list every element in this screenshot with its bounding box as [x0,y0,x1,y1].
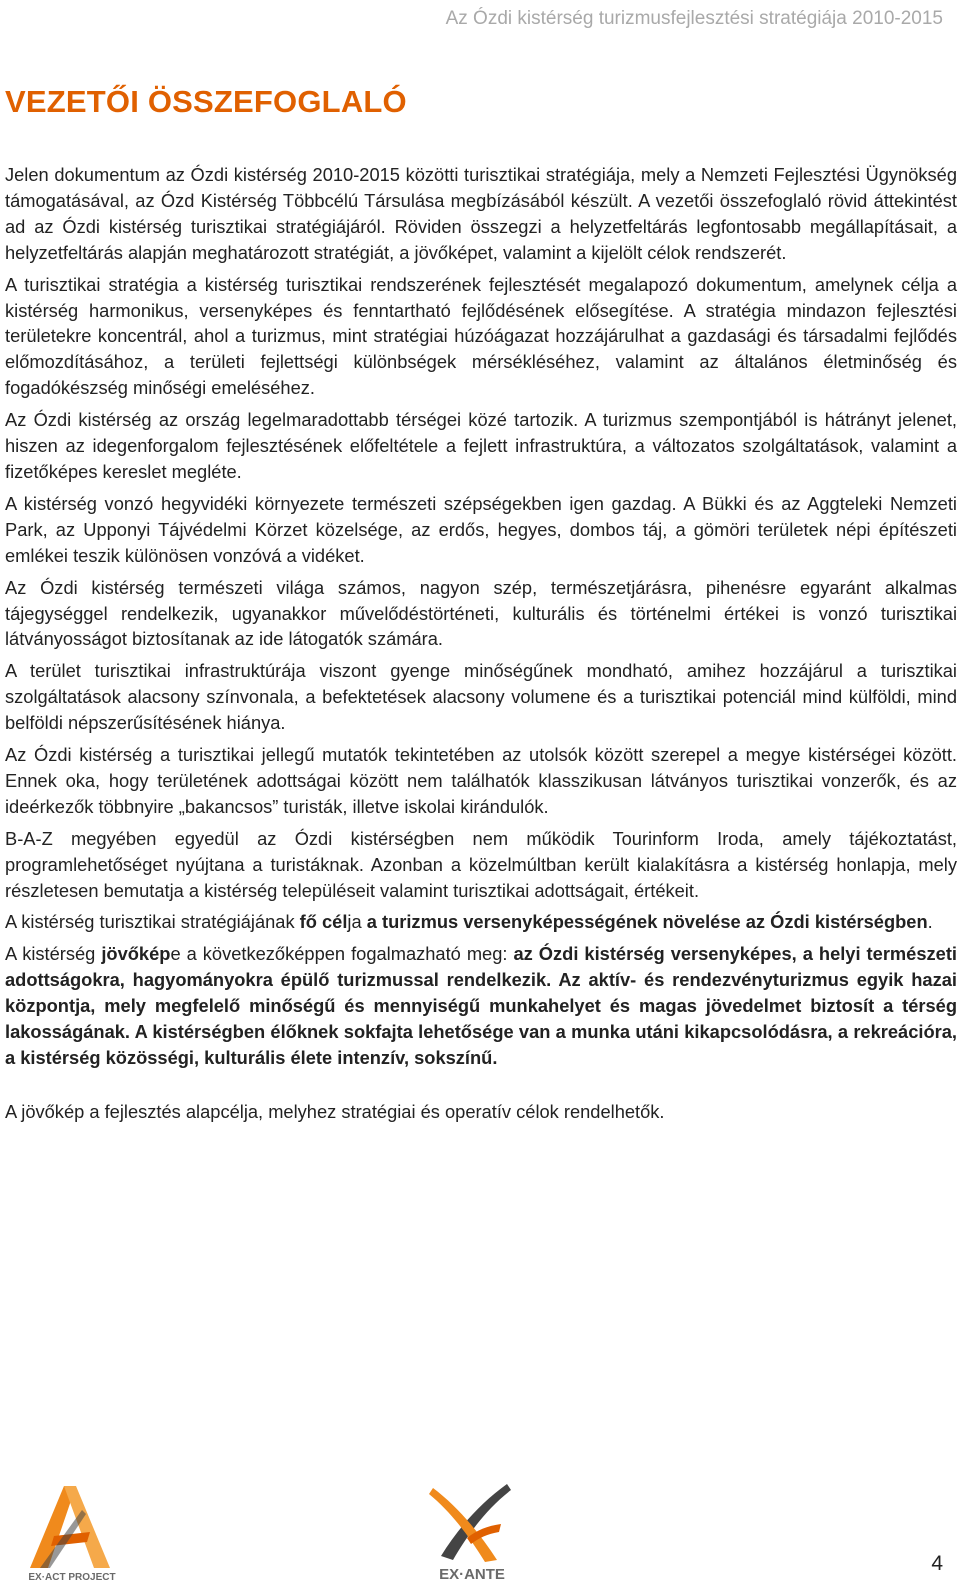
paragraph-text: Az Ózdi kistérség a turisztikai jellegű mutatók tekintetében az utolsók között szerepel a megye kistérségei között. Ennek oka, hogy területének adottságai között nem találhatók klasszikusan látványos turisztikai vonzerők, és az ideérkezők többnyire „bakancsos” turisták, illetve iskolai kirándulók. [5,744,957,817]
bold-text: a turizmus versenyképességének növelése az Ózdi kistérségben [366,911,928,933]
paragraph-text: Jelen dokumentum az Ózdi kistérség 2010-2015 közötti turisztikai stratégiája, mely a Nemzeti Fejlesztési Ügynökség támogatásával, az Ózd Kistérség Többcélú Társulása megbízásából készült. A vezetői összefoglaló rövid áttekintést ad az Ózdi kistérség turisztikai stratégiájáról. Röviden összegzi a helyzetfeltárás legfontosabb megállapításait, a helyzetfeltárás alapján meghatározott stratégiát, a jövőképet, valamint a kijelölt célok rendszerét. [5,164,957,263]
paragraph-underdevelopment [5,407,957,485]
paragraph-intro [5,162,957,266]
paragraph-natural-environment [5,491,957,569]
bold-text: fő cél [299,911,348,933]
bold-text: jövőkép [101,943,171,965]
paragraph-text: Az Ózdi kistérség természeti világa számos, nagyon szép, természetjárásra, pihenésre egyaránt alkalmas tájegységgel rendelkezik, ugyanakkor művelődéstörténeti, kulturális és történelmi értékei is vonzó turisztikai látványosságot biztosítanak az ide látogatók számára. [5,576,957,650]
running-header: Az Ózdi kistérség turizmusfejlesztési stratégiája 2010-2015 [445,8,943,29]
ex-ante-logo-text: EX·ANTE [439,1566,505,1583]
paragraph-text: B-A-Z megyében egyedül az Ózdi kistérségben nem működik Tourinform Iroda, amely tájékoztatást, programlehetőséget nyújtana a turistáknak. Azonban a közelmúltban került kialakításra a kistérség honlapja, mely részletesen bemutatja a kistérség településeit valamint turisztikai adottságait, értékeit. [5,827,957,901]
ex-ante-logo-mark [427,1480,517,1564]
paragraph-text: Az Ózdi kistérség az ország legelmaradottabb térségei közé tartozik. A turizmus szempontjából is hátrányt jelenet, hiszen az idegenforgalom fejlesztésének előfeltétele a fejlett infrastruktúra, a változatos szolgáltatások, valamint a fizetőképes kereslet megléte. [5,409,957,482]
paragraph-text: e a következőképpen fogalmazható meg: [170,943,514,965]
ex-ante-logo [427,1480,517,1588]
page-title: VEZETŐI ÖSSZEFOGLALÓ [5,84,407,119]
exact-project-logo-text: EX·ACT PROJECT [28,1572,116,1583]
paragraph-strategy-purpose [5,272,957,402]
paragraph-text: . [927,911,933,933]
paragraph-vision-basis [5,1099,957,1125]
paragraph-vision [5,941,957,1071]
paragraph-text: A jövőkép a fejlesztés alapcélja, melyhez stratégiai és operatív célok rendelhetők. [5,1100,665,1122]
paragraph-text: A kistérség turisztikai stratégiájának [5,911,300,933]
paragraph-main-goal [5,909,957,935]
paragraph-text: ja [347,911,367,933]
paragraph-indicators [5,742,957,820]
paragraph-text: A kistérség vonzó hegyvidéki környezete természeti szépségekben igen gazdag. A Bükki és az Aggteleki Nemzeti Park, az Upponyi Tájvédelmi Körzet közelsége, az erdős, hegyes, dombos táj, a gömöri területek népi építészeti emlékei teszik különösen vonzóvá a vidéket. [5,492,957,566]
paragraph-text: A terület turisztikai infrastruktúrája viszont gyenge minőségűnek mondható, amihez hozzájárul a turisztikai szolgáltatások alacsony színvonala, a befektetések alacsony volumene és a turisztikai potenciál mind külföldi, mind belföldi népszerűsítésének hiánya. [5,660,957,734]
paragraph-text: A turisztikai stratégia a kistérség turisztikai rendszerének fejlesztését megalapozó dokumentum, amelynek célja a kistérség harmonikus, versenyképes és fenntartható fejlődésének elősegítése. A stratégia mindazon fejlesztési területekre koncentrál, ahol a turizmus, mint stratégiai húzóágazat hozzájárulhat a gazdasági és társadalmi fejlődés előmozdításához, a területi fejlettségi különbségek mérsékléséhez, valamint az általános életminőség és fogadókészség minőségi emeléséhez. [5,273,957,399]
exact-project-logo-mark [24,1480,120,1572]
page-number: 4 [931,1552,943,1575]
paragraph-natural-world [5,575,957,653]
paragraph-text: A kistérség [5,943,102,965]
bold-text: az Ózdi kistérség versenyképes, a helyi természeti adottságokra, hagyományokra épülő turizmussal rendelkezik. Az aktív- és rendezvényturizmus egyik hazai központja, mely megfelelő minőségű és mennyiségű munkahelyet és magas jövedelmet biztosít a térség lakosságának. A kistérségben élőknek sokfajta lehetősége van a munka utáni kikapcsolódásra, a rekreációra, a kistérség közösségi, kulturális élete intenzív, sokszínű. [5,943,957,1068]
paragraph-tourinform [5,826,957,904]
paragraph-infrastructure [5,658,957,736]
exact-project-logo [24,1480,120,1588]
document-body [5,162,957,1131]
